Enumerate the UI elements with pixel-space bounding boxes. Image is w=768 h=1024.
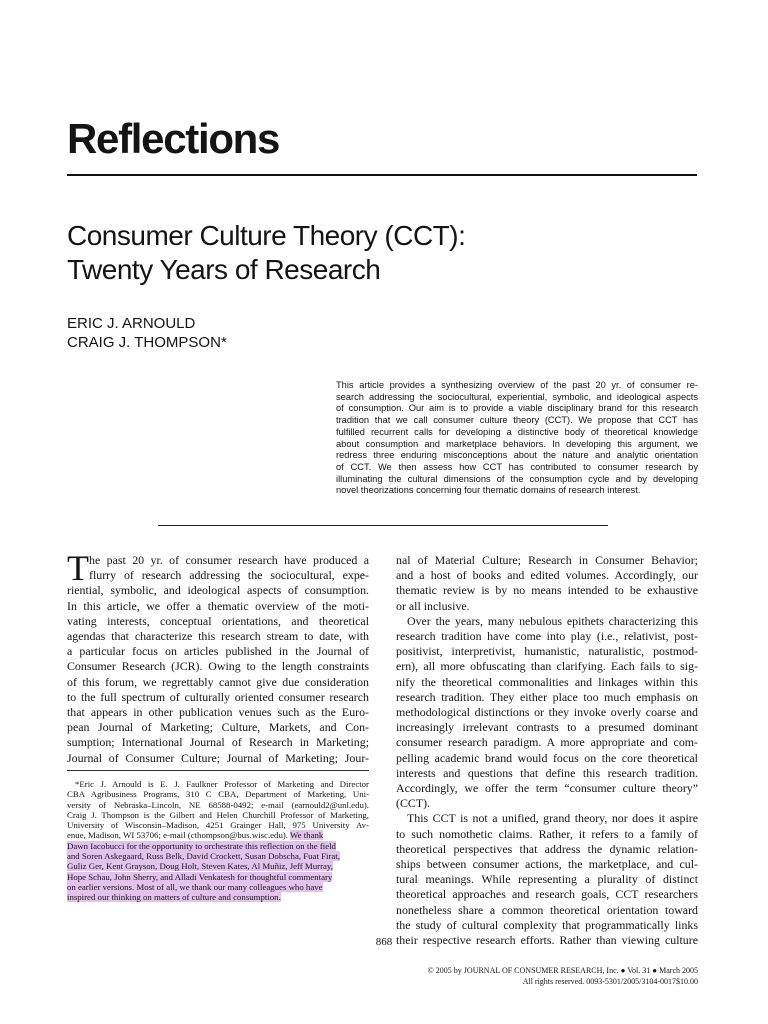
footnote-highlight: We thank bbox=[290, 830, 324, 841]
body-line: theoretical perspectives that address the dynamic relation- bbox=[396, 841, 698, 856]
footnote-highlight: Guliz Ger, Kent Grayson, Doug Holt, Steven Kates, Al Muñiz, Jeff Murray, bbox=[67, 861, 333, 872]
drop-cap: T bbox=[67, 548, 89, 588]
body-line: Consumer Research (JCR). Owing to the length constraints bbox=[67, 659, 369, 674]
body-line: to the full spectrum of culturally oriented consumer research bbox=[67, 689, 369, 704]
body-line: tural meanings. While representing a plurality of distinct bbox=[396, 872, 698, 887]
body-line: a particular focus on articles published in the Journal of bbox=[67, 644, 369, 659]
body-line: sumption; International Journal of Research in Marketing; bbox=[67, 735, 369, 750]
body-line: In this article, we offer a thematic overview of the moti- bbox=[67, 598, 369, 613]
body-line: nal of Material Culture; Research in Consumer Behavior; bbox=[396, 553, 698, 567]
footnote-rule bbox=[67, 770, 369, 771]
footnote-highlight: and Soren Askegaard, Russ Belk, David Crockett, Susan Dobscha, Fuat Firat, bbox=[67, 851, 340, 862]
footnote-line: Craig J. Thompson is the Gilbert and Helen Churchill Professor of Marketing, bbox=[67, 809, 369, 820]
body-line: interests and questions that define this research tradition. bbox=[396, 765, 698, 780]
author-name: CRAIG J. THOMPSON* bbox=[67, 334, 227, 351]
article-title-line: Twenty Years of Research bbox=[67, 254, 381, 285]
title-rule bbox=[67, 174, 697, 176]
body-line: he past 20 yr. of consumer research have produced a bbox=[89, 553, 369, 567]
footnote-highlight: Dawn Iacobucci for the opportunity to orchestrate this reflection on the field bbox=[67, 840, 336, 851]
body-column-left bbox=[67, 548, 369, 766]
footnote-line bbox=[67, 841, 369, 851]
article-title bbox=[67, 219, 465, 287]
copyright-line: © 2005 by JOURNAL OF CONSUMER RESEARCH, Inc. ● Vol. 31 ● March 2005 bbox=[427, 966, 698, 975]
abstract-line: of CCT. We then assess how CCT has contributed to consumer research by bbox=[336, 461, 698, 472]
body-line: nify the theoretical commonalities and linkages within this bbox=[396, 674, 698, 689]
abstract-line: This article provides a synthesizing overview of the past 20 yr. of consumer re- bbox=[336, 380, 698, 390]
footnote-line: versity of Nebraska–Lincoln, NE 68588-0492; e-mail (earnould2@unl.edu). bbox=[67, 799, 369, 810]
abstract-line: novel theorizations concerning four thematic domains of research interest. bbox=[336, 485, 641, 496]
body-line: ships between consumer actions, the marketplace, and cul- bbox=[396, 857, 698, 872]
body-line: to such nomothetic claims. Rather, it refers to a family of bbox=[396, 826, 698, 841]
page-number: 868 bbox=[375, 936, 393, 948]
abstract-line: illuminating the cultural dimensions of the consumption cycle and by developing bbox=[336, 473, 698, 484]
footnote-highlight: on earlier versions. Most of all, we thank our many colleagues who have bbox=[67, 881, 323, 892]
footnote-highlight: inspired our thinking on matters of culture and consumption. bbox=[67, 892, 281, 903]
abstract-line: redress three enduring misconceptions about the nature and analytic orientation bbox=[336, 450, 698, 461]
body-line: consumer research paradigm. A more appropriate and com- bbox=[396, 735, 698, 750]
footnote-line bbox=[67, 892, 369, 902]
body-line: thematic review is by no means intended to be exhaustive bbox=[396, 583, 698, 598]
abstract-line: about consumption and marketplace behaviors. In developing this argument, we bbox=[336, 438, 698, 449]
body-line: or all inclusive. bbox=[396, 598, 470, 613]
footnote-line bbox=[67, 882, 369, 892]
body-line: Journal of Consumer Culture; Journal of Marketing; Jour- bbox=[67, 750, 369, 765]
footnote-line bbox=[67, 851, 369, 861]
abstract bbox=[336, 380, 698, 497]
section-title: Reflections bbox=[67, 115, 280, 162]
body-line: of this forum, we regrettably cannot give due consideration bbox=[67, 674, 369, 689]
body-line: flurry of research addressing the sociocultural, expe- bbox=[89, 568, 369, 583]
footnote-text: enue, Madison, WI 53706; e-mail (cthompson@bus.wisc.edu). bbox=[67, 830, 288, 841]
body-line: that appears in other publication venues such as the Euro- bbox=[67, 705, 369, 720]
body-line: agendas that characterize this research stream to date, with bbox=[67, 629, 369, 644]
abstract-line: tradition that we call consumer culture theory (CCT). We propose that CCT has bbox=[336, 415, 698, 426]
footnote-line: University of Wisconsin–Madison, 4251 Grainger Hall, 975 University Av- bbox=[67, 820, 369, 831]
footnote-line: *Eric J. Arnould is E. J. Faulkner Professor of Marketing and Director bbox=[75, 779, 369, 789]
author-footnote bbox=[67, 779, 369, 903]
body-line: positivist, interpretivist, humanistic, naturalistic, postmod- bbox=[396, 644, 698, 659]
abstract-line: fulfilled recurrent calls for developing a distinctive body of theoretical knowledge bbox=[336, 426, 698, 437]
body-line: methodological distinctions or they invoke overly coarse and bbox=[396, 705, 698, 720]
body-line: and a host of books and edited volumes. Accordingly, our bbox=[396, 568, 698, 583]
body-line: ern), all more obfuscating than clarifying. Each fails to sig- bbox=[396, 659, 698, 674]
body-line: Over the years, many nebulous epithets characterizing this bbox=[407, 613, 698, 628]
body-line: riential, symbolic, and ideological aspects of consumption. bbox=[67, 583, 369, 598]
footnote-line bbox=[67, 872, 369, 882]
body-line: pean Journal of Marketing; Culture, Markets, and Con- bbox=[67, 720, 369, 735]
body-line: their respective research efforts. Rather than viewing culture bbox=[396, 933, 698, 948]
footnote-line: CBA Agribusiness Programs, 310 C CBA, Department of Marketing, Uni- bbox=[67, 789, 369, 800]
article-title-line: Consumer Culture Theory (CCT): bbox=[67, 220, 466, 251]
footnote-highlight: Hope Schau, John Sherry, and Alladi Venkatesh for thoughtful commentary bbox=[67, 871, 333, 882]
body-line: theoretical approaches and research goals, CCT researchers bbox=[396, 887, 698, 902]
body-line: Accordingly, we offer the term “consumer culture theory” bbox=[396, 781, 698, 796]
body-line: This CCT is not a unified, grand theory, nor does it aspire bbox=[407, 811, 698, 826]
body-line: research tradition. They either place too much emphasis on bbox=[396, 689, 698, 704]
abstract-divider bbox=[158, 525, 608, 526]
copyright-line: All rights reserved. 0093-5301/2005/3104-0017$10.00 bbox=[522, 976, 698, 986]
author-name: ERIC J. ARNOULD bbox=[67, 315, 196, 332]
body-line: increasingly irrelevant contrasts to a presumed dominant bbox=[396, 720, 698, 735]
footnote-line bbox=[67, 830, 369, 840]
abstract-line: search addressing the sociocultural, experiential, symbolic, and ideological aspects bbox=[336, 391, 698, 402]
body-column-right bbox=[396, 553, 698, 948]
body-line: research tradition have come into play (i.e., relativist, post- bbox=[396, 629, 698, 644]
body-line: nonetheless share a common theoretical orientation toward bbox=[396, 902, 698, 917]
author-list bbox=[67, 314, 227, 352]
abstract-line: of consumption. Our aim is to provide a viable disciplinary brand for this research bbox=[336, 403, 698, 414]
copyright-notice bbox=[428, 966, 698, 987]
body-line: (CCT). bbox=[396, 796, 431, 811]
body-line: the study of cultural complexity that programmatically links bbox=[396, 917, 698, 932]
body-line: pelling academic brand would focus on the core theoretical bbox=[396, 750, 698, 765]
footnote-line bbox=[67, 861, 369, 871]
body-line: vating interests, conceptual orientations, and theoretical bbox=[67, 613, 369, 628]
